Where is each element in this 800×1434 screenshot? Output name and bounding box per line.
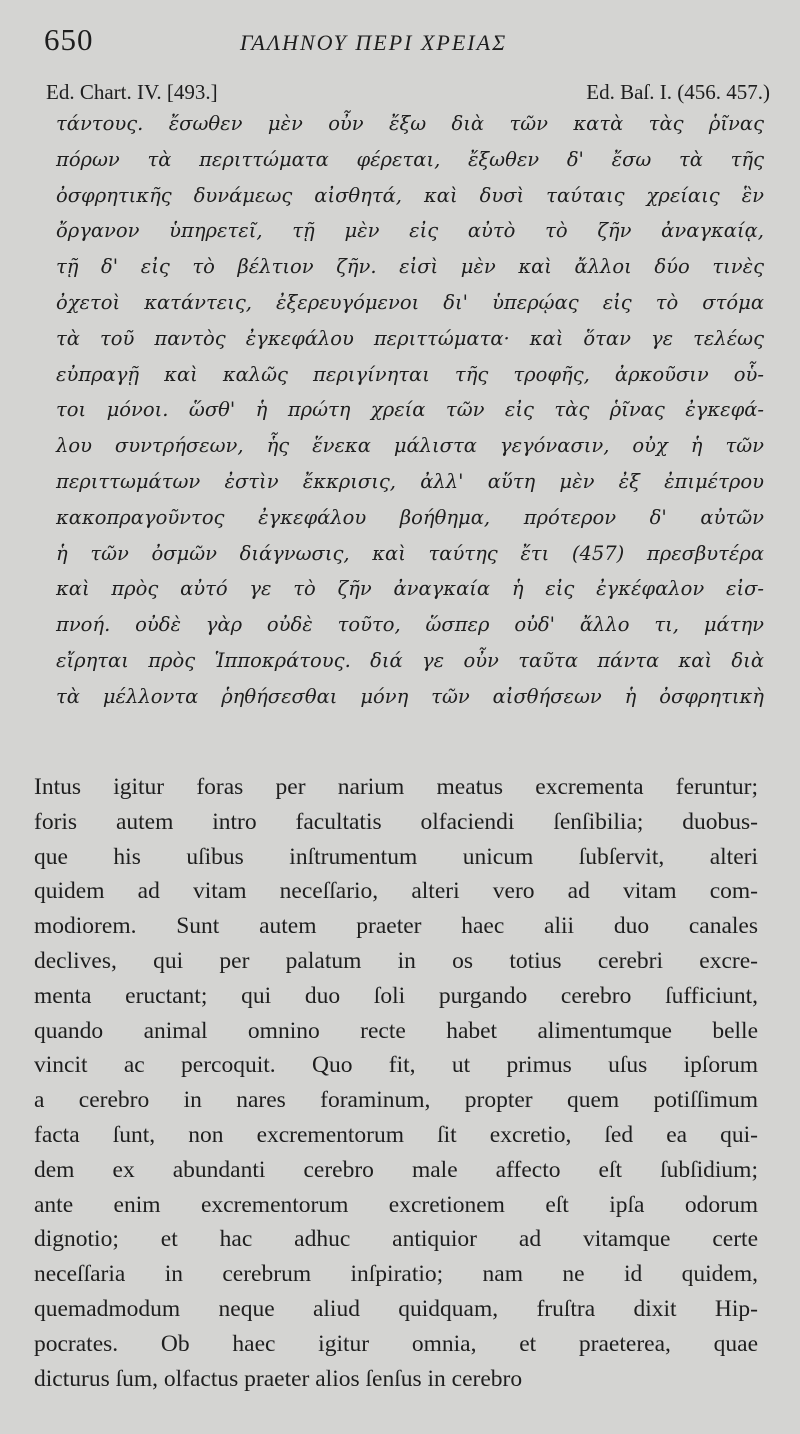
greek-line: τάντους. ἔσωθεν μὲν οὖν ἔξω διὰ τῶν κατὰ τὰς ῥῖνας — [56, 112, 764, 135]
greek-line: τὰ τοῦ παντὸς ἐγκεφάλου περιττώματα· καὶ ὅταν γε τελέως — [56, 326, 764, 350]
page-number: 650 — [44, 22, 94, 57]
greek-line: ἡ τῶν ὀσμῶν διάγνωσις, καὶ ταύτης ἔτι (457) πρεσβυτέρα — [56, 541, 764, 565]
latin-line: quando animal omnino recte habet alimentumque belle — [34, 1017, 758, 1044]
greek-text-block — [56, 106, 764, 715]
greek-line: εὐπραγῇ καὶ καλῶς περιγίνηται τῆς τροφῆς, ἀρκοῦσιν οὗ- — [56, 362, 764, 386]
greek-line: λου συντρήσεων, ἧς ἕνεκα μάλιστα γεγόνασιν, οὐχ ἡ τῶν — [56, 434, 764, 458]
latin-line: Intus igitur foras per narium meatus excrementa feruntur; — [34, 774, 758, 800]
greek-line: τοι μόνοι. ὥσθ' ἡ πρώτη χρεία τῶν εἰς τὰς ῥῖνας ἐγκεφά- — [56, 398, 764, 422]
edition-chart-reference: Ed. Chart. IV. [493.] — [46, 80, 218, 104]
greek-line: περιττωμάτων ἐστὶν ἔκκρισις, ἀλλ' αὕτη μὲν ἐξ ἐπιμέτρου — [56, 469, 764, 493]
greek-line: πνοή. οὐδὲ γὰρ οὐδὲ τοῦτο, ὥσπερ οὐδ' ἄλλο τι, μάτην — [56, 613, 764, 637]
latin-line: quidem ad vitam neceſſario, alteri vero ad vitam com- — [34, 878, 758, 905]
greek-line: πόρων τὰ περιττώματα φέρεται, ἔξωθεν δ' ἔσω τὰ τῆς — [56, 147, 764, 171]
greek-line: ὄργανον ὑπηρετεῖ, τῇ μὲν εἰς αὐτὸ τὸ ζῆν ἀναγκαίᾳ, — [56, 219, 764, 243]
latin-line: neceſſaria in cerebrum inſpiratio; nam ne id quidem, — [34, 1261, 758, 1288]
greek-line: ὀχετοὶ κατάντεις, ἐξερευγόμενοι δι' ὑπερῴας εἰς τὸ στόμα — [56, 290, 764, 314]
latin-line: ante enim excrementorum excretionem eſt ipſa odorum — [34, 1191, 758, 1218]
latin-line: a cerebro in nares foraminum, propter quem potiſſimum — [34, 1087, 758, 1114]
latin-text-block — [34, 770, 758, 1396]
latin-line: vincit ac percoquit. Quo fit, ut primus uſus ipſorum — [34, 1052, 758, 1079]
running-title: ΓΑΛΗΝΟΥ ΠΕΡΙ ΧΡΕΙΑΣ — [240, 30, 508, 55]
greek-line: καὶ πρὸς αὐτό γε τὸ ζῆν ἀναγκαία ἡ εἰς ἐγκέφαλον εἰσ- — [56, 577, 764, 601]
latin-line: modiorem. Sunt autem praeter haec alii duo canales — [34, 913, 758, 940]
latin-line: dem ex abundanti cerebro male affecto eſt ſubſidium; — [34, 1156, 758, 1183]
greek-line: εἴρηται πρὸς Ἱπποκράτους. διά γε οὖν ταῦτα πάντα καὶ διὰ — [56, 648, 764, 672]
greek-line: τὰ μέλλοντα ῥηθήσεσθαι μόνη τῶν αἰσθήσεων ἡ ὀσφρητικὴ — [56, 684, 764, 708]
latin-line: dicturus ſum, olfactus praeter alios ſenſus in cerebro — [34, 1365, 523, 1392]
greek-line: τῇ δ' εἰς τὸ βέλτιον ζῆν. εἰσὶ μὲν καὶ ἄλλοι δύο τινὲς — [56, 255, 764, 279]
latin-line: pocrates. Ob haec igitur omnia, et praeterea, quae — [34, 1330, 758, 1357]
page-header — [44, 22, 784, 72]
greek-line: ὀσφρητικῆς δυνάμεως αἰσθητά, καὶ δυσὶ ταύταις χρείαις ἓν — [56, 183, 764, 207]
latin-line: declives, qui per palatum in os totius cerebri excre- — [34, 947, 758, 974]
greek-line: κακοπραγοῦντος ἐγκεφάλου βοήθημα, πρότερον δ' αὐτῶν — [56, 505, 764, 529]
latin-line: foris autem intro facultatis olfaciendi ſenſibilia; duobus- — [34, 808, 758, 835]
latin-line: menta eructant; qui duo ſoli purgando cerebro ſufficiunt, — [34, 982, 758, 1009]
latin-line: quemadmodum neque aliud quidquam, fruſtra dixit Hip- — [34, 1295, 758, 1322]
latin-line: que his uſibus inſtrumentum unicum ſubſervit, alteri — [34, 843, 758, 870]
edition-basel-reference: Ed. Baſ. I. (456. 457.) — [586, 80, 770, 104]
latin-line: dignotio; et hac adhuc antiquior ad vitamque certe — [34, 1226, 758, 1253]
latin-line: facta ſunt, non excrementorum ſit excretio, ſed ea qui- — [34, 1121, 758, 1148]
